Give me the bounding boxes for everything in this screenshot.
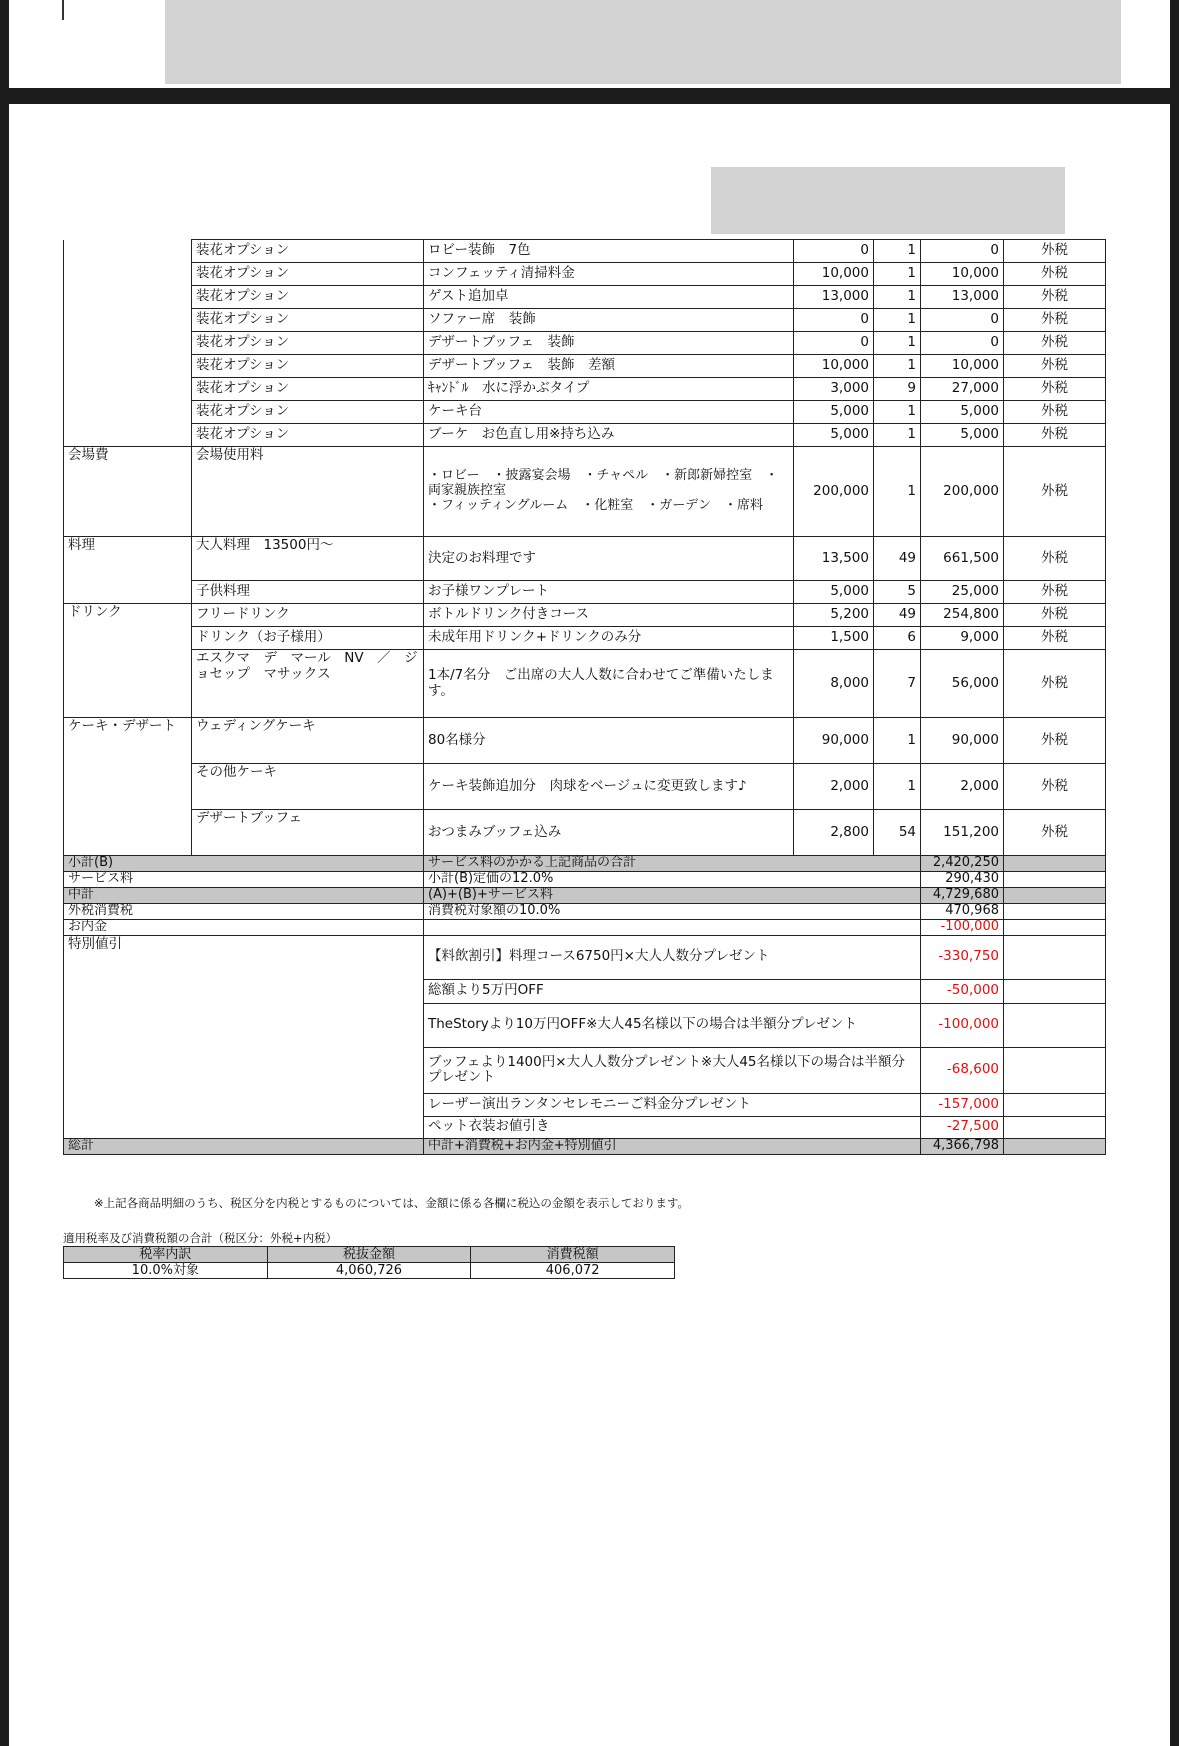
unit-price: 5,000 bbox=[794, 401, 874, 424]
tax-type: 外税 bbox=[1004, 650, 1106, 718]
grand-total-value: 4,366,798 bbox=[921, 1138, 1004, 1154]
item-desc: ケーキ台 bbox=[424, 401, 794, 424]
item-name: 大人料理 13500円～ bbox=[192, 537, 424, 581]
discount-desc: ペット衣装お値引き bbox=[424, 1116, 921, 1138]
item-desc: ｷｬﾝﾄﾞﾙ 水に浮かぶタイプ bbox=[424, 378, 794, 401]
tax-type: 外税 bbox=[1004, 332, 1106, 355]
item-name: 装花オプション bbox=[192, 424, 424, 447]
quantity: 1 bbox=[874, 286, 921, 309]
item-name: ドリンク（お子様用） bbox=[192, 627, 424, 650]
quantity: 1 bbox=[874, 240, 921, 263]
unit-price: 3,000 bbox=[794, 378, 874, 401]
discount-desc: レーザー演出ランタンセレモニーご料金分プレゼント bbox=[424, 1093, 921, 1116]
amount: 0 bbox=[921, 332, 1004, 355]
tax-amount: 406,072 bbox=[471, 1263, 675, 1279]
window-frame-right bbox=[1170, 0, 1179, 1746]
unit-price: 1,500 bbox=[794, 627, 874, 650]
unit-price: 2,000 bbox=[794, 764, 874, 810]
item-desc: 80名様分 bbox=[424, 718, 794, 764]
item-desc: 1本/7名分 ご出席の大人人数に合わせてご準備いたします。 bbox=[424, 650, 794, 718]
grand-total-row bbox=[64, 1138, 1106, 1154]
item-desc: ・ロビー ・披露宴会場 ・チャペル ・新郎新婦控室 ・両家親族控室 ・フィッティングルーム ・化粧室 ・ガーデン ・席料 bbox=[424, 447, 794, 537]
item-name: ウェディングケーキ bbox=[192, 718, 424, 764]
service-desc: 小計(B)定価の12.0% bbox=[424, 871, 921, 887]
grand-total-desc: 中計+消費税+お内金+特別値引 bbox=[424, 1138, 921, 1154]
quantity: 1 bbox=[874, 332, 921, 355]
mid-total-row bbox=[64, 887, 1106, 903]
redacted-header bbox=[165, 0, 1121, 84]
empty-cell bbox=[1004, 935, 1106, 979]
unit-price: 13,500 bbox=[794, 537, 874, 581]
subtotal-value: 2,420,250 bbox=[921, 856, 1004, 872]
item-name: デザートブッフェ bbox=[192, 810, 424, 856]
item-name: 子供料理 bbox=[192, 581, 424, 604]
item-desc: デザートブッフェ 装飾 bbox=[424, 332, 794, 355]
tax-type: 外税 bbox=[1004, 627, 1106, 650]
item-desc: ロビー装飾 7色 bbox=[424, 240, 794, 263]
text-cursor bbox=[62, 0, 64, 20]
item-name: フリードリンク bbox=[192, 604, 424, 627]
table-row bbox=[64, 240, 1106, 263]
tax-type: 外税 bbox=[1004, 240, 1106, 263]
discount-value: -27,500 bbox=[921, 1116, 1004, 1138]
category-cell: 会場費 bbox=[64, 447, 192, 537]
item-desc: デザートブッフェ 装飾 差額 bbox=[424, 355, 794, 378]
mid-total-value: 4,729,680 bbox=[921, 887, 1004, 903]
tax-type: 外税 bbox=[1004, 581, 1106, 604]
discount-desc: 総額より5万円OFF bbox=[424, 979, 921, 1003]
quantity: 1 bbox=[874, 309, 921, 332]
tax-type: 外税 bbox=[1004, 604, 1106, 627]
item-desc: ゲスト追加卓 bbox=[424, 286, 794, 309]
discount-value: -100,000 bbox=[921, 1003, 1004, 1047]
mid-total-label: 中計 bbox=[64, 887, 424, 903]
quantity: 6 bbox=[874, 627, 921, 650]
item-desc: ケーキ装飾追加分 肉球をベージュに変更致します♪ bbox=[424, 764, 794, 810]
unit-price: 200,000 bbox=[794, 447, 874, 537]
quantity: 1 bbox=[874, 764, 921, 810]
table-row bbox=[64, 718, 1106, 764]
quantity: 1 bbox=[874, 355, 921, 378]
quantity: 1 bbox=[874, 718, 921, 764]
amount: 56,000 bbox=[921, 650, 1004, 718]
table-row bbox=[64, 627, 1106, 650]
tax-table-header bbox=[64, 1247, 675, 1263]
item-desc: お子様ワンプレート bbox=[424, 581, 794, 604]
table-row bbox=[64, 604, 1106, 627]
empty-cell bbox=[424, 919, 921, 935]
tax-type: 外税 bbox=[1004, 355, 1106, 378]
amount: 254,800 bbox=[921, 604, 1004, 627]
table-row bbox=[64, 401, 1106, 424]
table-row bbox=[64, 537, 1106, 581]
unit-price: 10,000 bbox=[794, 263, 874, 286]
unit-price: 0 bbox=[794, 309, 874, 332]
window-frame-left bbox=[0, 0, 9, 1746]
item-desc: おつまみブッフェ込み bbox=[424, 810, 794, 856]
category-cell: ケーキ・デザート bbox=[64, 718, 192, 856]
tax-type: 外税 bbox=[1004, 718, 1106, 764]
empty-cell bbox=[1004, 871, 1106, 887]
amount: 9,000 bbox=[921, 627, 1004, 650]
item-name: 装花オプション bbox=[192, 240, 424, 263]
tax-type: 外税 bbox=[1004, 424, 1106, 447]
tax-summary-table bbox=[63, 1246, 675, 1279]
category-cell: 料理 bbox=[64, 537, 192, 604]
amount: 10,000 bbox=[921, 355, 1004, 378]
subtotal-desc: サービス料のかかる上記商品の合計 bbox=[424, 856, 921, 872]
unit-price: 5,000 bbox=[794, 424, 874, 447]
quantity: 54 bbox=[874, 810, 921, 856]
empty-cell bbox=[1004, 1116, 1106, 1138]
discount-value: -50,000 bbox=[921, 979, 1004, 1003]
item-name: 装花オプション bbox=[192, 401, 424, 424]
empty-cell bbox=[1004, 1047, 1106, 1093]
empty-cell bbox=[1004, 856, 1106, 872]
quantity: 1 bbox=[874, 447, 921, 537]
item-name: 装花オプション bbox=[192, 355, 424, 378]
item-name: 装花オプション bbox=[192, 378, 424, 401]
grand-total-label: 総計 bbox=[64, 1138, 424, 1154]
item-name: その他ケーキ bbox=[192, 764, 424, 810]
deposit-label: お内金 bbox=[64, 919, 424, 935]
quantity: 49 bbox=[874, 604, 921, 627]
amount: 90,000 bbox=[921, 718, 1004, 764]
empty-cell bbox=[1004, 903, 1106, 919]
unit-price: 0 bbox=[794, 240, 874, 263]
empty-cell bbox=[1004, 887, 1106, 903]
service-row bbox=[64, 871, 1106, 887]
quantity: 9 bbox=[874, 378, 921, 401]
item-desc: ボトルドリンク付きコース bbox=[424, 604, 794, 627]
document-top-border bbox=[0, 88, 1179, 104]
quantity: 5 bbox=[874, 581, 921, 604]
table-row bbox=[64, 263, 1106, 286]
category-cell: ドリンク bbox=[64, 604, 192, 718]
unit-price: 2,800 bbox=[794, 810, 874, 856]
discount-value: -68,600 bbox=[921, 1047, 1004, 1093]
empty-cell bbox=[1004, 1093, 1106, 1116]
consumption-tax-row bbox=[64, 903, 1106, 919]
tax-type: 外税 bbox=[1004, 447, 1106, 537]
tax-value: 470,968 bbox=[921, 903, 1004, 919]
item-desc: コンフェッティ清掃料金 bbox=[424, 263, 794, 286]
amount: 0 bbox=[921, 309, 1004, 332]
discount-desc: TheStoryより10万円OFF※大人45名様以下の場合は半額分プレゼント bbox=[424, 1003, 921, 1047]
deposit-value: -100,000 bbox=[921, 919, 1004, 935]
discount-desc: ブッフェより1400円×大人人数分プレゼント※大人45名様以下の場合は半額分プレゼント bbox=[424, 1047, 921, 1093]
item-desc: ブーケ お色直し用※持ち込み bbox=[424, 424, 794, 447]
amount: 5,000 bbox=[921, 401, 1004, 424]
amount: 2,000 bbox=[921, 764, 1004, 810]
empty-cell bbox=[1004, 1138, 1106, 1154]
table-row bbox=[64, 650, 1106, 718]
quantity: 7 bbox=[874, 650, 921, 718]
unit-price: 90,000 bbox=[794, 718, 874, 764]
tax-type: 外税 bbox=[1004, 309, 1106, 332]
tax-type: 外税 bbox=[1004, 286, 1106, 309]
tax-desc: 消費税対象額の10.0% bbox=[424, 903, 921, 919]
amount: 0 bbox=[921, 240, 1004, 263]
category-cell bbox=[64, 240, 192, 447]
item-name: 装花オプション bbox=[192, 309, 424, 332]
tax-type: 外税 bbox=[1004, 764, 1106, 810]
redacted-block bbox=[711, 167, 1065, 234]
tax-type: 外税 bbox=[1004, 810, 1106, 856]
estimate-table bbox=[63, 239, 1106, 1155]
amount: 27,000 bbox=[921, 378, 1004, 401]
table-row bbox=[64, 309, 1106, 332]
item-name: 装花オプション bbox=[192, 332, 424, 355]
mid-total-desc: (A)+(B)+サービス料 bbox=[424, 887, 921, 903]
amount: 200,000 bbox=[921, 447, 1004, 537]
item-desc: ソファー席 装飾 bbox=[424, 309, 794, 332]
unit-price: 8,000 bbox=[794, 650, 874, 718]
subtotal-row bbox=[64, 856, 1106, 872]
item-desc: 決定のお料理です bbox=[424, 537, 794, 581]
subtotal-label: 小計(B) bbox=[64, 856, 424, 872]
quantity: 1 bbox=[874, 401, 921, 424]
service-label: サービス料 bbox=[64, 871, 424, 887]
unit-price: 5,200 bbox=[794, 604, 874, 627]
tax-type: 外税 bbox=[1004, 263, 1106, 286]
tax-table-row bbox=[64, 1263, 675, 1279]
empty-cell bbox=[1004, 919, 1106, 935]
header-pre-tax: 税抜金額 bbox=[267, 1247, 471, 1263]
header-tax-rate: 税率内訳 bbox=[64, 1247, 268, 1263]
tax-type: 外税 bbox=[1004, 401, 1106, 424]
table-row bbox=[64, 447, 1106, 537]
item-name: 会場使用料 bbox=[192, 447, 424, 537]
amount: 151,200 bbox=[921, 810, 1004, 856]
service-value: 290,430 bbox=[921, 871, 1004, 887]
tax-type: 外税 bbox=[1004, 378, 1106, 401]
quantity: 1 bbox=[874, 263, 921, 286]
tax-label: 外税消費税 bbox=[64, 903, 424, 919]
discount-row bbox=[64, 935, 1106, 979]
tax-summary-caption: 適用税率及び消費税額の合計（税区分：外税+内税） bbox=[63, 1231, 338, 1245]
amount: 661,500 bbox=[921, 537, 1004, 581]
tax-note: ※上記各商品明細のうち、税区分を内税とするものについては、金額に係る各欄に税込の金額を表示しております。 bbox=[94, 1196, 689, 1210]
discount-desc: 【料飲割引】料理コース6750円×大人人数分プレゼント bbox=[424, 935, 921, 979]
empty-cell bbox=[1004, 1003, 1106, 1047]
unit-price: 5,000 bbox=[794, 581, 874, 604]
quantity: 49 bbox=[874, 537, 921, 581]
header-tax-amount: 消費税額 bbox=[471, 1247, 675, 1263]
table-row bbox=[64, 355, 1106, 378]
discount-value: -330,750 bbox=[921, 935, 1004, 979]
tax-rate: 10.0%対象 bbox=[64, 1263, 268, 1279]
table-row bbox=[64, 424, 1106, 447]
item-name: 装花オプション bbox=[192, 286, 424, 309]
amount: 10,000 bbox=[921, 263, 1004, 286]
table-row bbox=[64, 764, 1106, 810]
amount: 25,000 bbox=[921, 581, 1004, 604]
item-name: エスクマ デ マール NV ／ ジョセップ マサックス bbox=[192, 650, 424, 718]
table-row bbox=[64, 286, 1106, 309]
deposit-row bbox=[64, 919, 1106, 935]
amount: 5,000 bbox=[921, 424, 1004, 447]
quantity: 1 bbox=[874, 424, 921, 447]
tax-type: 外税 bbox=[1004, 537, 1106, 581]
table-row bbox=[64, 378, 1106, 401]
item-desc: 未成年用ドリンク+ドリンクのみ分 bbox=[424, 627, 794, 650]
amount: 13,000 bbox=[921, 286, 1004, 309]
table-row bbox=[64, 581, 1106, 604]
unit-price: 0 bbox=[794, 332, 874, 355]
empty-cell bbox=[1004, 979, 1106, 1003]
discount-label: 特別値引 bbox=[64, 935, 424, 1138]
discount-value: -157,000 bbox=[921, 1093, 1004, 1116]
table-row bbox=[64, 810, 1106, 856]
unit-price: 10,000 bbox=[794, 355, 874, 378]
pre-tax-amount: 4,060,726 bbox=[267, 1263, 471, 1279]
table-row bbox=[64, 332, 1106, 355]
unit-price: 13,000 bbox=[794, 286, 874, 309]
item-name: 装花オプション bbox=[192, 263, 424, 286]
